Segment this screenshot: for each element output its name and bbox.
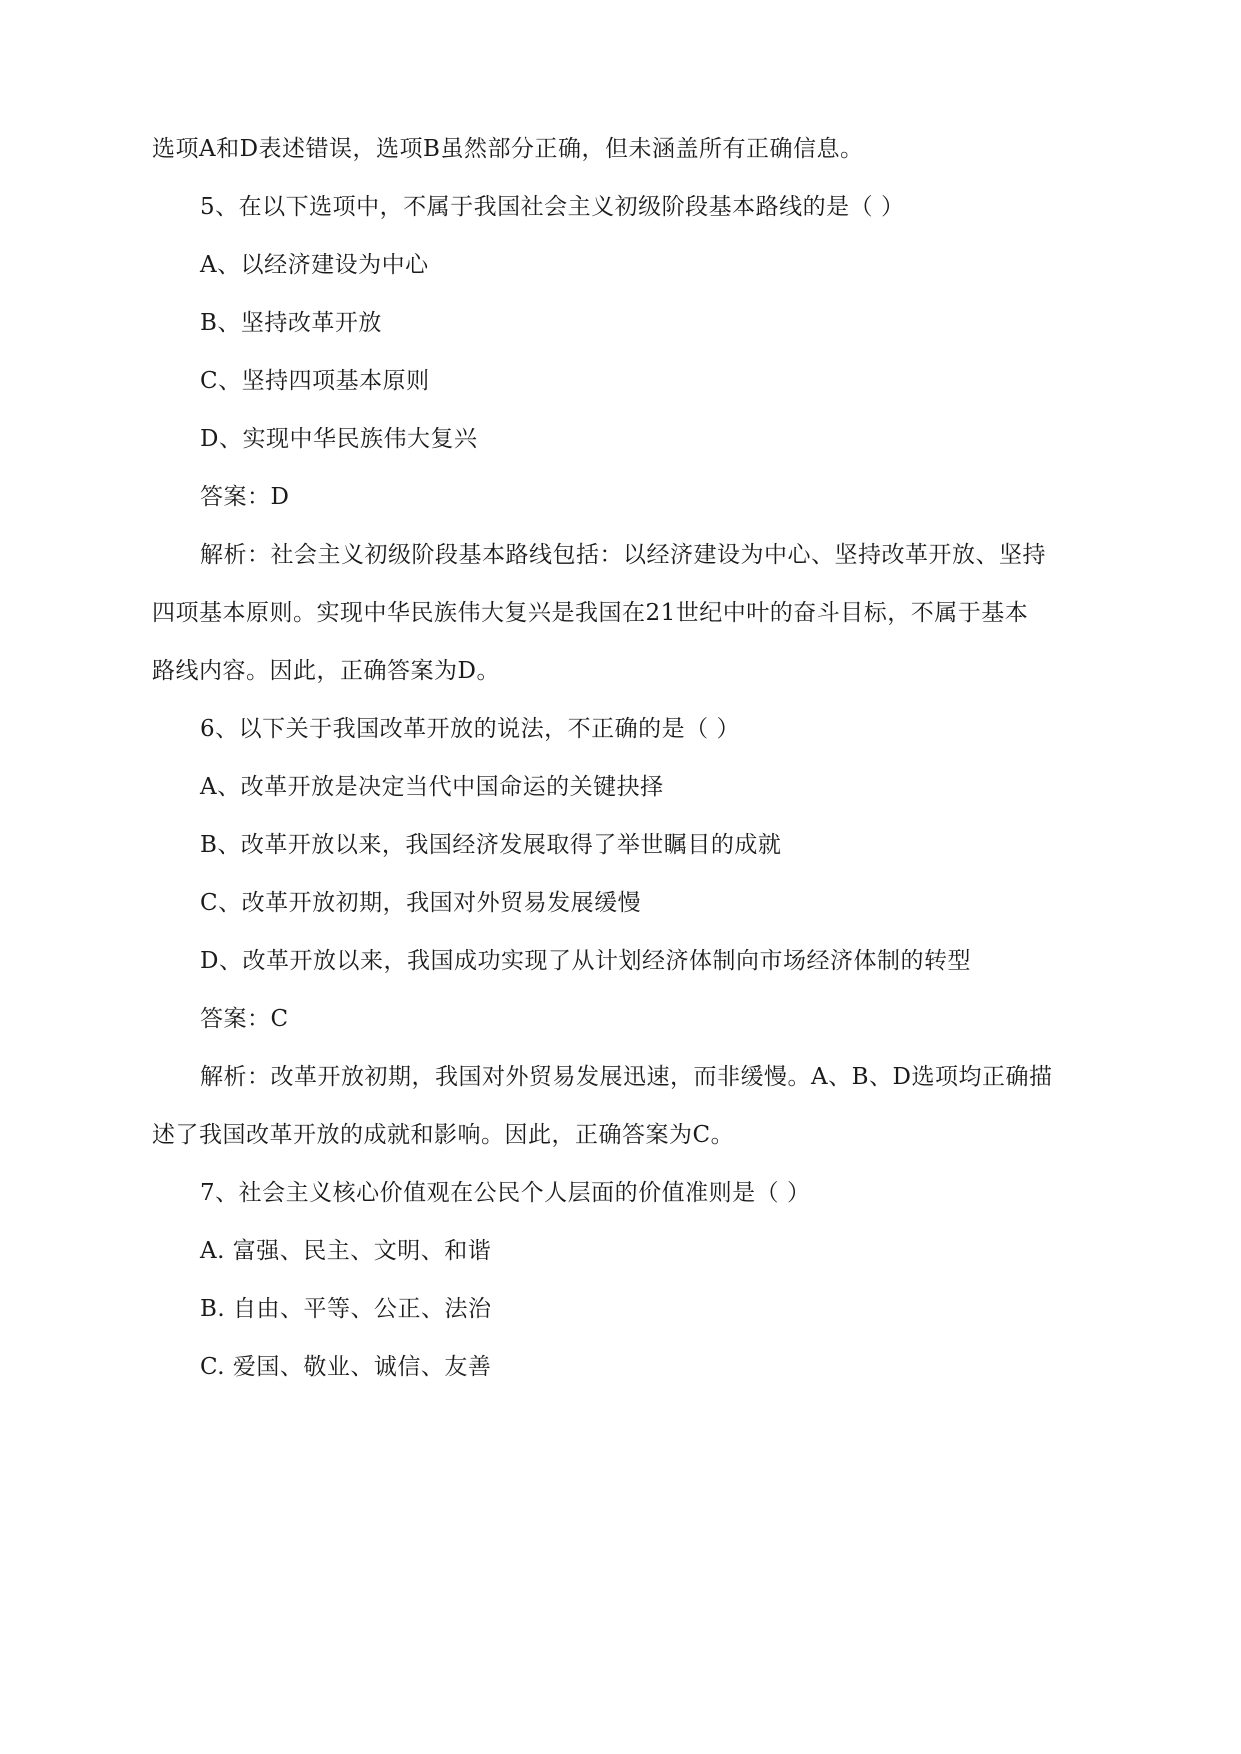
option-c: C、改革开放初期，我国对外贸易发展缓慢	[200, 890, 642, 916]
question-6: 6、以下关于我国改革开放的说法，不正确的是（ ）	[200, 716, 740, 742]
answer: 答案：C	[200, 1006, 289, 1032]
explanation-line: 解析：社会主义初级阶段基本路线包括：以经济建设为中心、坚持改革开放、坚持	[200, 542, 1046, 568]
option-c: C、坚持四项基本原则	[200, 368, 430, 394]
question-5: 5、在以下选项中，不属于我国社会主义初级阶段基本路线的是（ ）	[200, 194, 905, 220]
option-a: A. 富强、民主、文明、和谐	[200, 1238, 492, 1264]
option-a: A、以经济建设为中心	[200, 252, 429, 278]
option-d: D、实现中华民族伟大复兴	[200, 426, 478, 452]
explanation-line: 路线内容。因此，正确答案为D。	[152, 658, 500, 684]
explanation-line: 解析：改革开放初期，我国对外贸易发展迅速，而非缓慢。A、B、D选项均正确描	[200, 1064, 1053, 1090]
answer: 答案：D	[200, 484, 290, 510]
option-b: B、改革开放以来，我国经济发展取得了举世瞩目的成就	[200, 832, 782, 858]
option-c: C. 爱国、敬业、诚信、友善	[200, 1354, 492, 1380]
paragraph-line: 选项A和D表述错误，选项B虽然部分正确，但未涵盖所有正确信息。	[152, 136, 864, 162]
option-b: B、坚持改革开放	[200, 310, 382, 336]
question-7: 7、社会主义核心价值观在公民个人层面的价值准则是（ ）	[200, 1180, 811, 1206]
option-b: B. 自由、平等、公正、法治	[200, 1296, 492, 1322]
option-a: A、改革开放是决定当代中国命运的关键抉择	[200, 774, 664, 800]
option-d: D、改革开放以来，我国成功实现了从计划经济体制向市场经济体制的转型	[200, 948, 971, 974]
explanation-line: 四项基本原则。实现中华民族伟大复兴是我国在21世纪中叶的奋斗目标，不属于基本	[152, 600, 1029, 626]
explanation-line: 述了我国改革开放的成就和影响。因此，正确答案为C。	[152, 1122, 735, 1148]
